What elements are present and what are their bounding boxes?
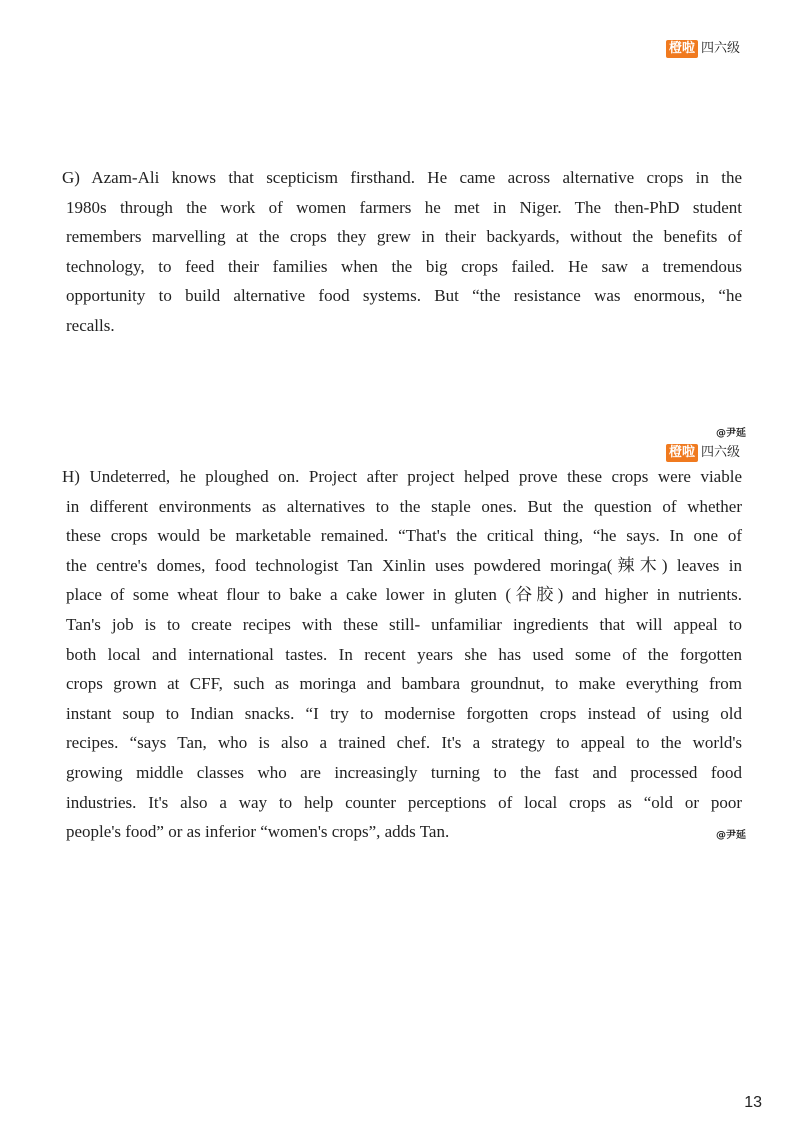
- brand-logo: 橙啦: [666, 40, 698, 58]
- paragraph-line: H) Undeterred, he ploughed on. Project after project helped prove these crops were viable: [62, 467, 742, 486]
- paragraph-line: opportunity to build alternative food systems. But “the resistance was enormous, “he: [66, 286, 742, 306]
- paragraph-line: industries. It's also a way to help counter perceptions of local crops as “old or poor: [66, 792, 742, 812]
- paragraph-line: recipes. “says Tan, who is also a trained chef. It's a strategy to appeal to the world's: [66, 733, 742, 753]
- brand-tag: 四六级: [701, 445, 741, 460]
- paragraph-line: technology, to feed their families when the big crops failed. He saw a tremendous: [66, 256, 742, 276]
- brand-header-mid: [666, 444, 740, 462]
- paragraph-line: recalls.: [66, 315, 115, 335]
- page-number: 13: [744, 1094, 762, 1111]
- paragraph-h: [62, 462, 742, 847]
- paragraph-line: growing middle classes who are increasingly turning to the fast and processed food: [66, 762, 742, 782]
- paragraph-line: in different environments as alternatives to the staple ones. But the question of whether: [66, 496, 742, 516]
- paragraph-g: [62, 163, 742, 341]
- paragraph-line: place of some wheat flour to bake a cake lower in gluten (谷胶) and higher in nutrients.: [66, 585, 742, 605]
- paragraph-line: Tan's job is to create recipes with these still- unfamiliar ingredients that will appeal to: [66, 614, 742, 634]
- brand-header-top: [666, 40, 740, 58]
- paragraph-line: remembers marvelling at the crops they grew in their backyards, without the benefits of: [66, 227, 742, 247]
- watermark-handle: @尹延: [716, 428, 746, 439]
- brand-logo: 橙啦: [666, 444, 698, 462]
- paragraph-line: 1980s through the work of women farmers he met in Niger. The then-PhD student: [66, 197, 742, 217]
- paragraph-line: both local and international tastes. In recent years she has used some of the forgotten: [66, 644, 742, 664]
- paragraph-line: instant soup to Indian snacks. “I try to modernise forgotten crops instead of using old: [66, 703, 742, 723]
- brand-tag: 四六级: [701, 41, 741, 56]
- paragraph-line: people's food” or as inferior “women's crops”, adds Tan.: [66, 822, 450, 842]
- paragraph-line: these crops would be marketable remained. “That's the critical thing, “he says. In one of: [66, 526, 742, 546]
- paragraph-line: crops grown at CFF, such as moringa and bambara groundnut, to make everything from: [66, 674, 742, 694]
- paragraph-line: G) Azam-Ali knows that scepticism firsthand. He came across alternative crops in the: [62, 168, 742, 187]
- watermark-handle: @尹延: [716, 830, 746, 841]
- paragraph-line: the centre's domes, food technologist Tan Xinlin uses powdered moringa(辣木) leaves in: [66, 555, 742, 575]
